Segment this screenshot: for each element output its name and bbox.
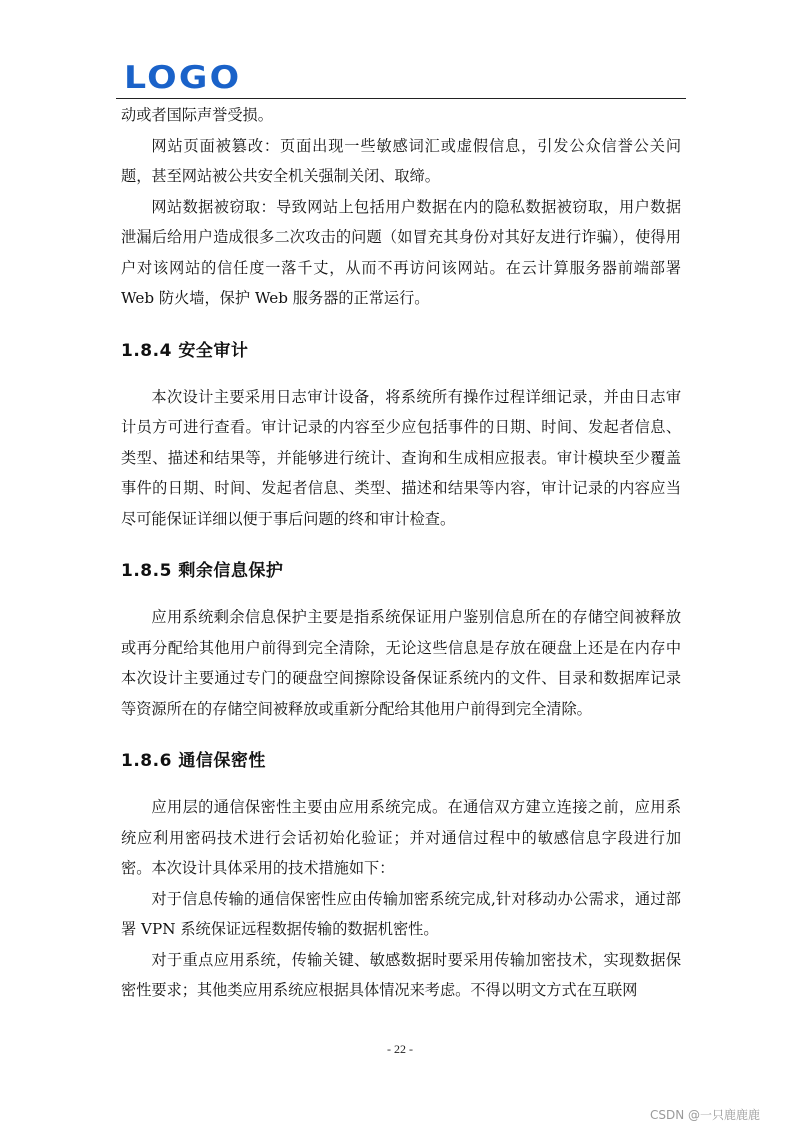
paragraph-continuation: 动或者国际声誉受损。 bbox=[121, 106, 273, 124]
paragraph-security-audit: 本次设计主要采用日志审计设备，将系统所有操作过程详细记录，并由日志审计员方可进行查看。审计记录的内容至少应包括事件的日期、时间、发起者信息、类型、描述和结果等，并能够进行统计、查询和生成相应报表。审计模块至少覆盖事件的日期、时间、发起者信息、类型、描述和结果等内容，审计记录的内容应当尽可能保证详细以便于事后问题的终和审计检查。 bbox=[121, 387, 681, 528]
document-body bbox=[121, 100, 681, 1006]
logo: LOGO bbox=[124, 60, 242, 96]
heading-security-audit: 1.8.4 安全审计 bbox=[121, 340, 249, 361]
header-divider bbox=[116, 98, 686, 99]
paragraph-key-apps: 对于重点应用系统，传输关键、敏感数据时要采用传输加密技术，实现数据保密性要求；其他类应用系统应根据具体情况来考虑。不得以明文方式在互联网 bbox=[121, 950, 681, 999]
paragraph-data-theft: 网站数据被窃取：导致网站上包括用户数据在内的隐私数据被窃取，用户数据泄漏后给用户造成很多二次攻击的问题（如冒充其身份对其好友进行诈骗），使得用户对该网站的信任度一落千丈，从而不再访问该网站。在云计算服务器前端部署 Web 防火墙，保护 Web 服务器的正常运行。 bbox=[121, 197, 681, 307]
paragraph-page-tampered: 网站页面被篡改：页面出现一些敏感词汇或虚假信息，引发公众信誉公关问题，甚至网站被公共安全机关强制关闭、取缔。 bbox=[121, 136, 681, 185]
paragraph-communication-intro: 应用层的通信保密性主要由应用系统完成。在通信双方建立连接之前，应用系统应利用密码技术进行会话初始化验证；并对通信过程中的敏感信息字段进行加密。本次设计具体采用的技术措施如下： bbox=[121, 798, 681, 877]
paragraph-transmission-vpn: 对于信息传输的通信保密性应由传输加密系统完成,针对移动办公需求，通过部署 VPN 系统保证远程数据传输的数据机密性。 bbox=[121, 889, 681, 938]
heading-residual-info: 1.8.5 剩余信息保护 bbox=[121, 561, 284, 581]
heading-communication-confidentiality: 1.8.6 通信保密性 bbox=[121, 751, 266, 771]
paragraph-residual-info: 应用系统剩余信息保护主要是指系统保证用户鉴别信息所在的存储空间被释放或再分配给其他用户前得到完全清除，无论这些信息是存放在硬盘上还是在内存中本次设计主要通过专门的硬盘空间擦除设备保证系统内的文件、目录和数据库记录等资源所在的存储空间被释放或重新分配给其他用户前得到完全清除。 bbox=[121, 608, 681, 718]
watermark: CSDN @一只鹿鹿鹿 bbox=[649, 1108, 760, 1122]
page-number: - 22 - bbox=[387, 1042, 413, 1056]
